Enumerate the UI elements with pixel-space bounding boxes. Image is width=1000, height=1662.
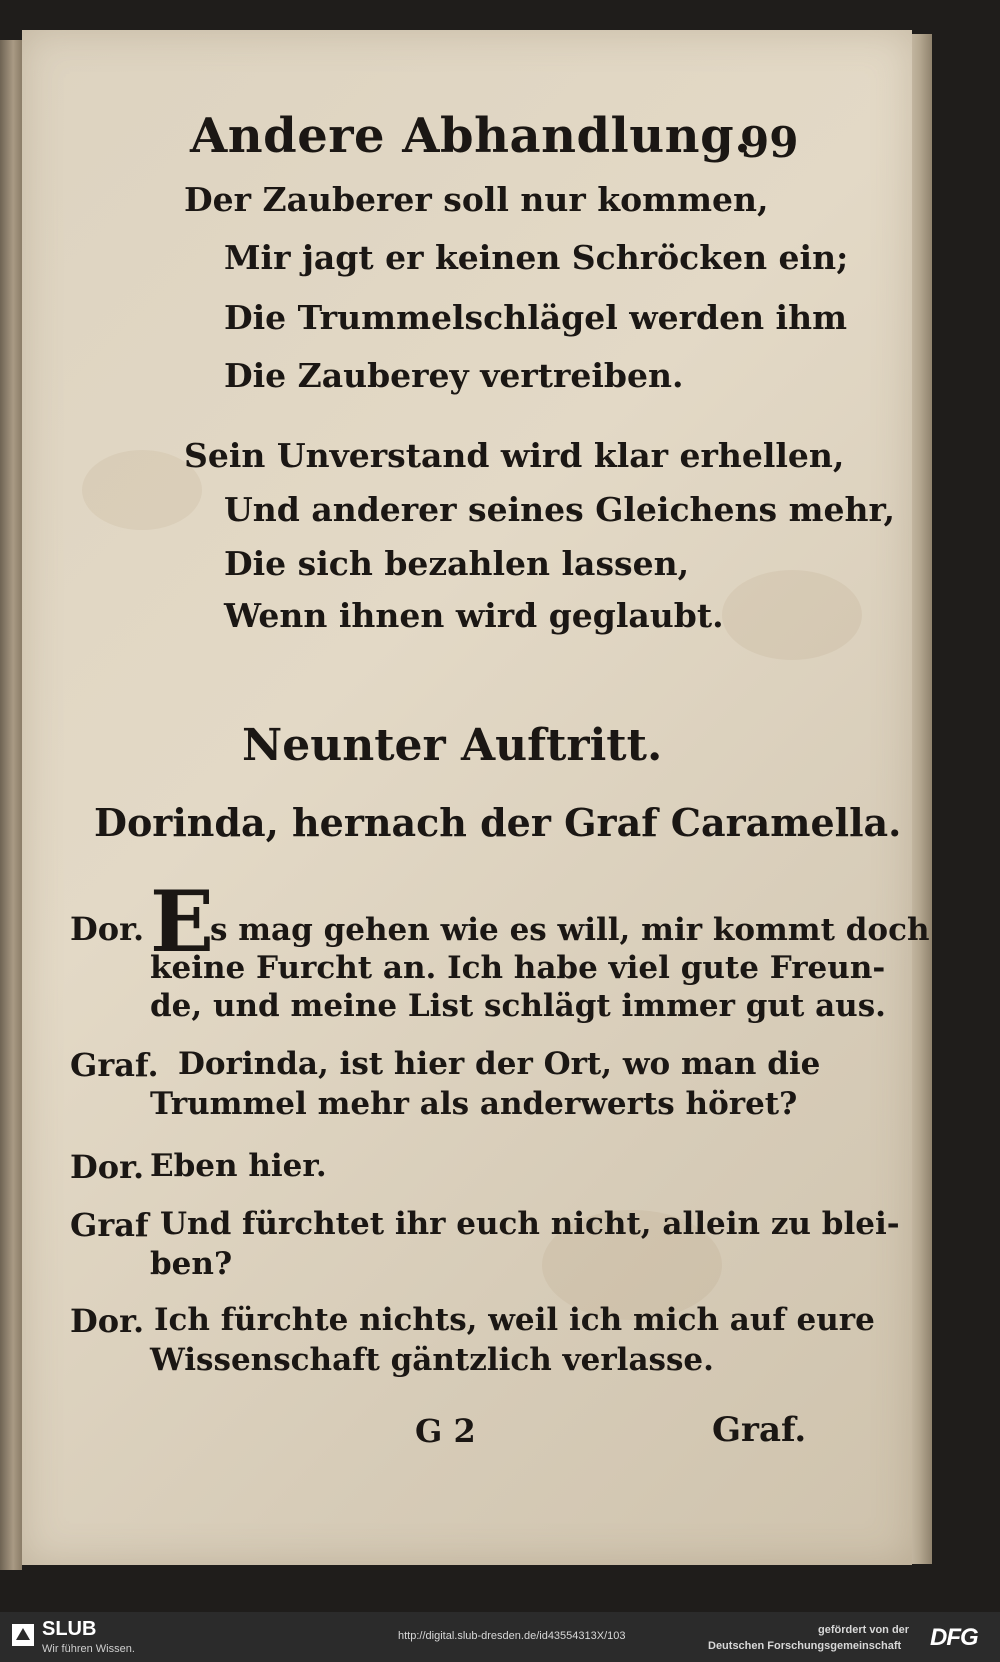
catchword: Graf. xyxy=(712,1410,807,1450)
facing-page-edge xyxy=(0,40,22,1570)
verse-line: Die Zauberey vertreiben. xyxy=(224,356,684,395)
dialogue-line: s mag gehen wie es will, mir kommt doch xyxy=(210,912,930,948)
speaker-label: Graf xyxy=(70,1206,149,1244)
speaker-label: Graf. xyxy=(70,1046,159,1084)
dialogue-line: ben? xyxy=(150,1246,233,1282)
dfg-logo: DFG xyxy=(930,1624,978,1651)
running-head: Andere Abhandlung. xyxy=(190,108,752,164)
funder-line-1: gefördert von der xyxy=(818,1624,910,1636)
verse-line: Die Trummelschlägel werden ihm xyxy=(224,298,848,337)
verse-line: Wenn ihnen wird geglaubt. xyxy=(224,596,724,635)
verse-line: Der Zauberer soll nur kommen, xyxy=(184,180,769,219)
scene-heading: Neunter Auftritt. xyxy=(242,720,663,771)
library-tagline: Wir führen Wissen. xyxy=(42,1643,135,1655)
slub-logo-icon xyxy=(12,1624,34,1646)
drop-capital: E xyxy=(150,872,215,971)
verse-line: Und anderer seines Gleichens mehr, xyxy=(224,490,895,529)
dialogue-line: Trummel mehr als anderwerts höret? xyxy=(150,1086,798,1122)
paper-stain xyxy=(722,570,862,660)
page-number: 99 xyxy=(740,118,799,167)
dialogue-line: Eben hier. xyxy=(150,1148,327,1184)
viewer-footer xyxy=(0,1612,1000,1662)
library-name: SLUB xyxy=(42,1618,97,1640)
signature-mark: G 2 xyxy=(415,1412,476,1450)
verse-line: Sein Unverstand wird klar erhellen, xyxy=(184,436,845,475)
dialogue-line: Und fürchtet ihr euch nicht, allein zu blei- xyxy=(160,1206,900,1242)
speaker-label: Dor. xyxy=(70,1148,145,1186)
funder-line-2: Deutschen Forschungsgemeinschaft xyxy=(708,1640,902,1652)
dialogue-line: keine Furcht an. Ich habe viel gute Freun- xyxy=(150,950,886,986)
cast-line: Dorinda, hernach der Graf Caramella. xyxy=(94,800,902,845)
verse-line: Die sich bezahlen lassen, xyxy=(224,544,690,583)
permalink[interactable]: http://digital.slub-dresden.de/id43554313X/103 xyxy=(398,1630,626,1642)
speaker-label: Dor. xyxy=(70,910,145,948)
speaker-label: Dor. xyxy=(70,1302,145,1340)
dialogue-line: de, und meine List schlägt immer gut aus. xyxy=(150,988,886,1024)
dialogue-line: Wissenschaft gäntzlich verlasse. xyxy=(150,1342,714,1378)
dialogue-line: Dorinda, ist hier der Ort, wo man die xyxy=(178,1046,821,1082)
verse-line: Mir jagt er keinen Schröcken ein; xyxy=(224,238,849,277)
dialogue-line: Ich fürchte nichts, weil ich mich auf eure xyxy=(154,1302,875,1338)
